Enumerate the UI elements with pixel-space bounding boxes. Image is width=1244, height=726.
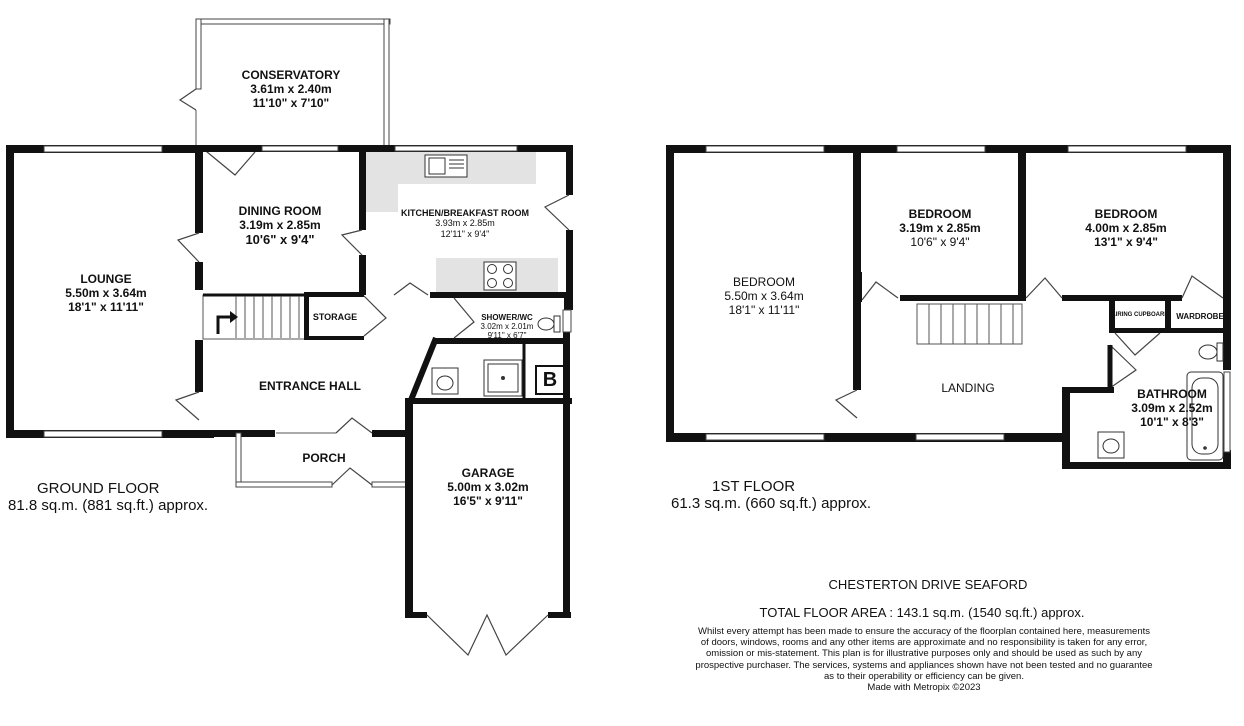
ground-floor-title: GROUND FLOOR [37,480,160,497]
lounge-label [46,273,166,314]
hob-icon [484,262,516,290]
airing-cupboard-label [1111,312,1169,319]
kitchen-hall-door [394,283,428,295]
bedroom-right-window [1068,146,1186,152]
disclaimer-line: omission or mis-statement. This plan is for illustrative purposes only and should be used as such by any [706,648,1142,660]
bedroom-main-door [836,390,857,418]
room-name: STORAGE [312,312,358,322]
landing-label [926,382,1010,396]
front-door [336,418,372,433]
room-name: LANDING [941,381,995,395]
conservatory-label [226,69,356,110]
bedroom-main-bottom-window [706,434,824,440]
airing-cupboard-door [1115,333,1160,355]
wardrobe-door [1182,276,1223,298]
room-metric: 3.19m x 2.85m [239,217,321,232]
dining-room-label [212,205,348,248]
room-name: BEDROOM [908,207,972,221]
room-metric: 5.50m x 3.64m [724,288,804,303]
landing-window [916,434,1004,440]
porch-label [294,452,354,466]
sink-icon [425,155,467,177]
ground-floor-area: 81.8 sq.m. (881 sq.ft.) approx. [8,497,209,514]
porch-window [372,482,406,487]
boiler-label [536,366,564,394]
wardrobe-label [1172,312,1228,321]
room-imperial: 11'10" x 7'10" [252,95,330,110]
room-name: CONSERVATORY [241,68,341,82]
bedroom-main-label [702,276,826,317]
stairs-icon-first-floor [917,304,1022,344]
room-imperial: 9'11" x 6'7" [487,331,527,341]
room-name: BATHROOM [1137,387,1207,401]
shower-wc-window [563,310,571,332]
entrance-hall-walls [195,398,572,437]
room-imperial: 16'5" x 9'11" [453,493,523,508]
first-floor-title: 1ST FLOOR [712,478,796,495]
room-metric: 3.09m x 2.52m [1131,400,1213,415]
room-name: BEDROOM [732,275,795,289]
basin-icon-first-floor [1098,432,1124,458]
disclaimer-line: Whilst every attempt has been made to ensure the accuracy of the floorplan contained here, measurements [697,626,1151,637]
lounge-top-window [44,146,162,152]
room-metric: 5.50m x 3.64m [65,285,147,300]
room-name: WARDROBE [1176,312,1224,321]
bedroom-right-door [1026,278,1062,298]
storage-label [311,312,359,322]
garage-doors [427,615,548,655]
disclaimer-line: prospective purchaser. The services, systems and appliances shown have not been tested and no guarantee [695,659,1153,671]
dining-window [262,146,338,151]
storage-door [364,296,386,336]
made-with-credit: Made with Metropix ©2023 [867,682,981,694]
room-imperial: 10'6" x 9'4" [910,234,970,249]
room-metric: 5.00m x 3.02m [447,479,529,494]
lounge-door [178,233,199,262]
shower-wc-door [454,298,474,338]
shower-wc-label [474,313,540,341]
room-metric: 3.19m x 2.85m [899,220,981,235]
kitchen-label [398,208,532,239]
property-address: CHESTERTON DRIVE SEAFORD [828,577,1028,592]
room-name: AIRING CUPBOARD [1111,312,1169,318]
room-imperial: 18'1" x 11'11" [68,299,144,314]
room-name: B [542,369,558,391]
room-name: DINING ROOM [238,204,322,218]
room-name: SHOWER/WC [481,313,533,322]
kitchen-back-door [545,195,569,230]
room-metric: 3.93m x 2.85m [435,218,495,229]
room-imperial: 13'1" x 9'4" [1094,234,1158,249]
room-metric: 4.00m x 2.85m [1085,220,1167,235]
porch-door [332,468,372,485]
toilet-icon [538,316,560,332]
toilet-icon-first-floor [1199,343,1223,361]
disclaimer-line: as to their operability or efficiency can be given. [824,670,1024,682]
bedroom-right-label [1060,208,1192,249]
hall-door [176,392,199,420]
room-imperial: 18'1" x 11'11" [728,302,800,317]
bedroom-middle-window [897,146,985,152]
room-name: BEDROOM [1094,207,1158,221]
bedroom-middle-door [862,282,898,300]
bathroom-label [1118,388,1226,429]
room-imperial: 10'6" x 9'4" [245,231,315,247]
kitchen-window [395,146,517,151]
room-name: PORCH [302,451,346,465]
first-floor-interior-walls [853,145,1231,390]
basin-icon [432,368,458,394]
bedroom-middle-label [876,208,1004,249]
bedroom-main-window [706,146,824,152]
room-metric: 3.02m x 2.01m [480,322,534,332]
shower-tray-icon [484,360,522,396]
entrance-hall-label [250,380,370,394]
room-name: ENTRANCE HALL [259,379,361,393]
total-floor-area: TOTAL FLOOR AREA : 143.1 sq.m. (1540 sq.ft.) approx. [759,605,1085,620]
room-name: KITCHEN/BREAKFAST ROOM [401,208,529,218]
first-floor-area: 61.3 sq.m. (660 sq.ft.) approx. [671,495,872,512]
room-name: GARAGE [461,466,515,480]
garage-label [414,467,562,508]
room-imperial: 10'1" x 8'3" [1140,414,1204,429]
room-imperial: 12'11" x 9'4" [440,228,490,239]
room-metric: 3.61m x 2.40m [250,81,332,96]
lounge-bottom-window [44,431,162,437]
room-name: LOUNGE [80,272,132,286]
kitchen-worktop-left [366,152,398,212]
disclaimer [664,626,1184,693]
disclaimer-line: of doors, windows, rooms and any other items are approximate and no responsibility is taken for any error, [700,637,1148,649]
conservatory-side-door [180,89,196,110]
